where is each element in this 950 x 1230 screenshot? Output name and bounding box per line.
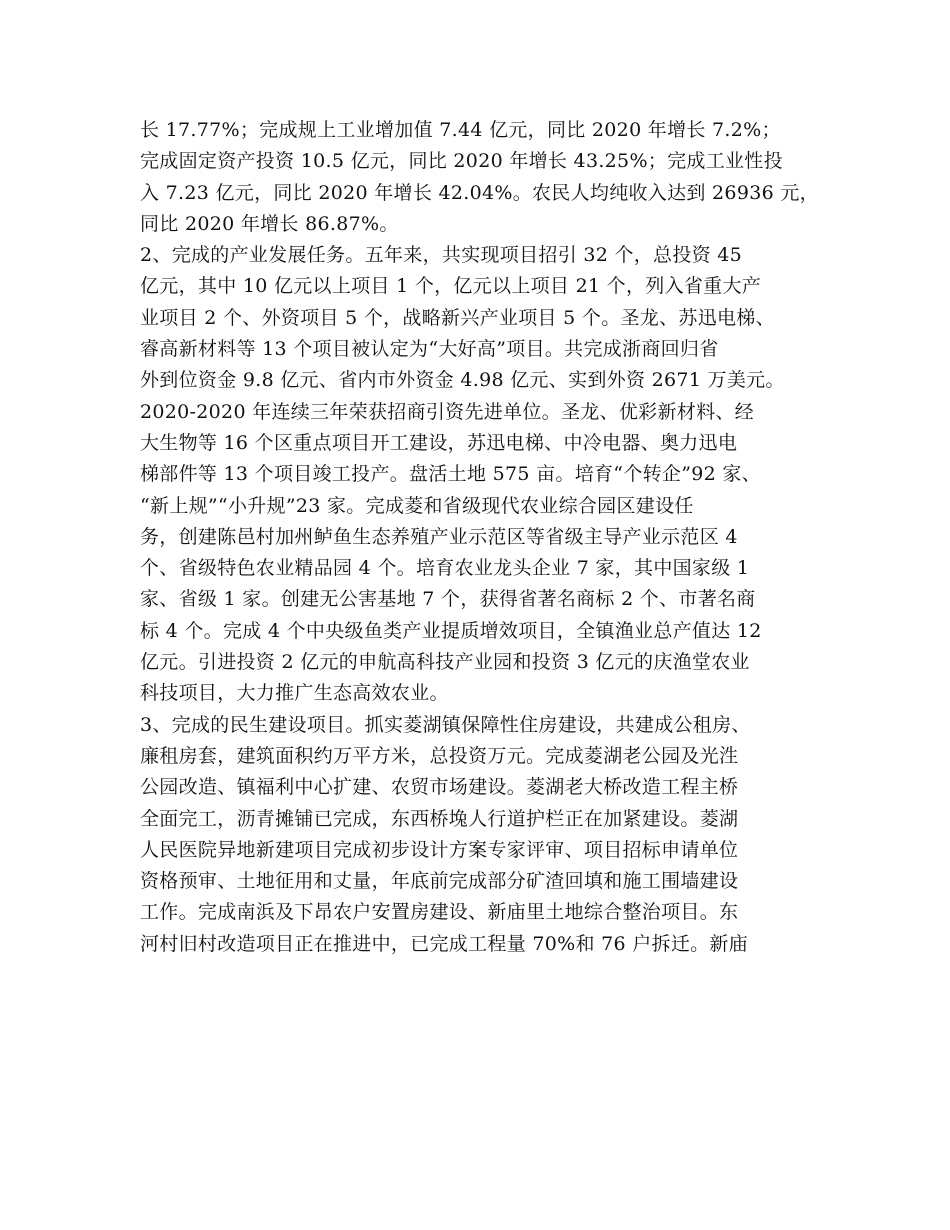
text-line: 公园改造、镇福利中心扩建、农贸市场建设。菱湖老大桥改造工程主桥 [140,776,739,799]
text-line: 全面完工，沥青摊铺已完成，东西桥堍人行道护栏正在加紧建设。菱湖 [140,807,739,830]
text-line: 工作。完成南浜及下昂农户安置房建设、新庙里土地综合整治项目。东 [140,901,739,924]
text-line: 科技项目，大力推广生态高效农业。 [140,682,449,705]
text-line: 亿元，其中 10 亿元以上项目 1 个，亿元以上项目 21 个，列入省重大产 [140,275,762,298]
text-line: 3、完成的民生建设项目。抓实菱湖镇保障性住房建设，共建成公租房、 [140,713,751,736]
text-line: 家、省级 1 家。创建无公害基地 7 个，获得省著名商标 2 个、市著名商 [140,588,756,611]
text-line: 2、完成的产业发展任务。五年来，共实现项目招引 32 个，总投资 45 [140,244,743,267]
text-line: 睿高新材料等 13 个项目被认定为“大好高”项目。共完成浙商回归省 [140,338,719,361]
document-body [140,115,820,960]
text-line: 资格预审、土地征用和丈量，年底前完成部分矿渣回填和施工围墙建设 [140,870,739,893]
text-line: “新上规”“小升规”23 家。完成菱和省级现代农业综合园区建设任 [140,494,694,517]
text-line: 梯部件等 13 个项目竣工投产。盘活土地 575 亩。培育“个转企”92 家、 [140,463,761,486]
text-line: 同比 2020 年增长 86.87%。 [140,212,399,235]
text-line: 亿元。引进投资 2 亿元的申航高科技产业园和投资 3 亿元的庆渔堂农业 [140,651,750,674]
text-line: 长 17.77%；完成规上工业增加值 7.44 亿元，同比 2020 年增长 7.2%； [140,119,781,141]
text-line: 河村旧村改造项目正在推进中，已完成工程量 70%和 76 户拆迁。新庙 [140,932,749,955]
text-line: 廉租房套，建筑面积约万平方米，总投资万元。完成菱湖老公园及光泩 [140,744,739,767]
text-line: 务，创建陈邑村加州鲈鱼生态养殖产业示范区等省级主导产业示范区 4 [140,525,738,548]
text-line: 外到位资金 9.8 亿元、省内市外资金 4.98 亿元、实到外资 2671 万美元。 [140,369,785,392]
text-line: 人民医院异地新建项目完成初步设计方案专家评审、项目招标申请单位 [140,838,739,861]
text-line: 业项目 2 个、外资项目 5 个，战略新兴产业项目 5 个。圣龙、苏迅电梯、 [140,306,775,329]
text-line: 大生物等 16 个区重点项目开工建设，苏迅电梯、中冷电器、奥力迅电 [140,431,738,454]
text-line: 个、省级特色农业精品园 4 个。培育农业龙头企业 7 家，其中国家级 1 [140,557,750,580]
text-line: 2020-2020 年连续三年荣获招商引资先进单位。圣龙、优彩新材料、经 [140,400,754,423]
text-line: 入 7.23 亿元，同比 2020 年增长 42.04%。农民人均纯收入达到 26936 元， [140,181,819,204]
text-line: 完成固定资产投资 10.5 亿元，同比 2020 年增长 43.25%；完成工业性投 [140,150,783,173]
text-line: 标 4 个。完成 4 个中央级鱼类产业提质增效项目，全镇渔业总产值达 12 [140,619,762,642]
